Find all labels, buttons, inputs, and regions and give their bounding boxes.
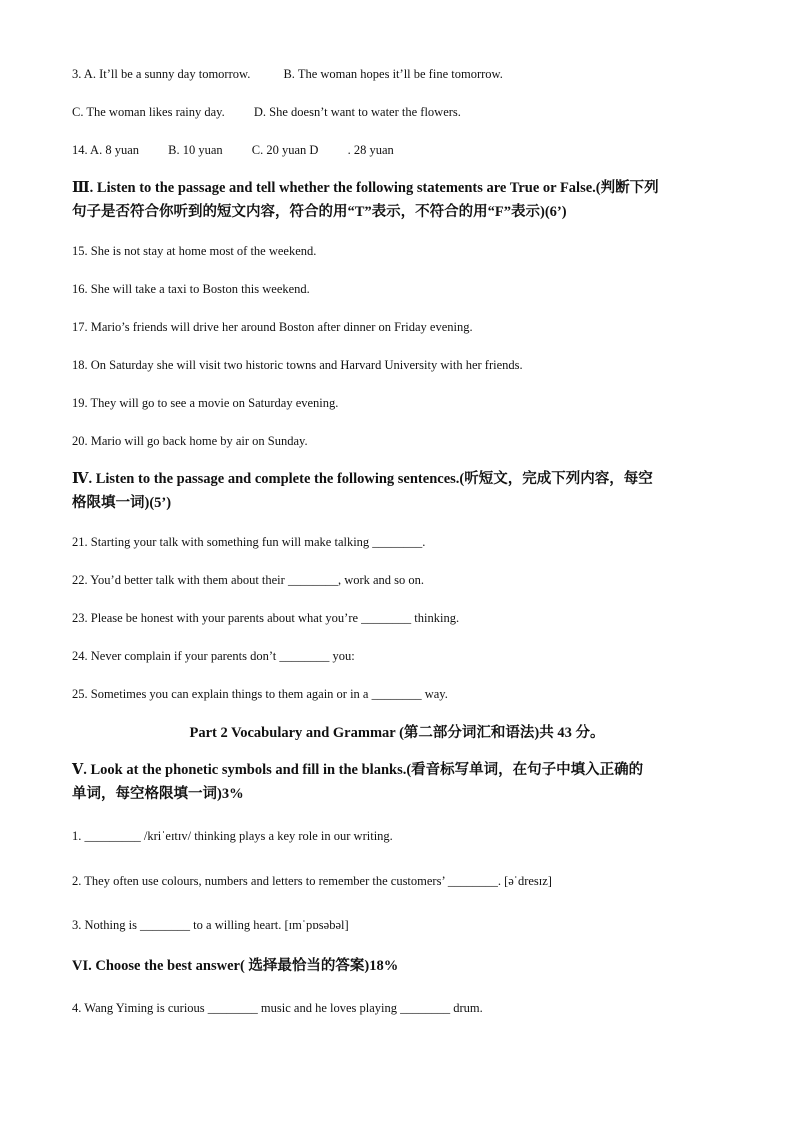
fill-item-25: 25. Sometimes you can explain things to them again or in a ________ way. xyxy=(72,687,448,701)
q3-option-d: D. She doesn’t want to water the flowers. xyxy=(253,105,461,119)
q14-option-b: B. 10 yuan xyxy=(168,143,223,157)
q14-option-d: . 28 yuan xyxy=(347,143,394,157)
phonetic-item-1: 1. _________ /kriˈeɪtɪv/ thinking plays a key role in our writing. xyxy=(72,829,393,843)
tf-item-16: 16. She will take a taxi to Boston this weekend. xyxy=(72,282,310,296)
q14-option-c: C. 20 yuan D xyxy=(251,143,319,157)
fill-item-24: 24. Never complain if your parents don’t ________ you: xyxy=(72,649,355,663)
phonetic-item-3: 3. Nothing is ________ to a willing heart. [ɪmˈpɒsəbəl] xyxy=(72,918,349,932)
q3-options-line2 xyxy=(72,104,461,120)
fill-item-23: 23. Please be honest with your parents about what you’re ________ thinking. xyxy=(72,611,460,625)
section-4-heading-line1: Ⅳ. Listen to the passage and complete the following sentences.(听短文，完成下列内容，每空 xyxy=(72,471,653,487)
section-5-heading xyxy=(72,758,722,806)
section-6-heading: VI. Choose the best answer( 选择最恰当的答案)18% xyxy=(72,958,399,974)
section-5-heading-line1: Ⅴ. Look at the phonetic symbols and fill in the blanks.(看音标写单词，在句子中填入正确的 xyxy=(72,762,644,778)
q14-option-a: 14. A. 8 yuan xyxy=(72,143,140,157)
section-3-heading-line1: Ⅲ. Listen to the passage and tell whether the following statements are True or False.(判断下列 xyxy=(72,180,659,196)
section-4-heading-line2: 格限填一词)(5’) xyxy=(72,495,172,511)
tf-item-18: 18. On Saturday she will visit two historic towns and Harvard University with her friends. xyxy=(72,358,523,372)
section-4-heading xyxy=(72,467,722,515)
mc-item-4: 4. Wang Yiming is curious ________ music and he loves playing ________ drum. xyxy=(72,1001,483,1015)
fill-item-21: 21. Starting your talk with something fun will make talking ________. xyxy=(72,535,426,549)
part-2-title: Part 2 Vocabulary and Grammar (第二部分词汇和语法)共 43 分。 xyxy=(189,725,605,741)
q3-options-line1 xyxy=(72,66,503,82)
q3-option-b: B. The woman hopes it’ll be fine tomorrow. xyxy=(283,67,503,81)
q3-option-c: C. The woman likes rainy day. xyxy=(72,105,225,119)
tf-item-20: 20. Mario will go back home by air on Sunday. xyxy=(72,434,308,448)
tf-item-17: 17. Mario’s friends will drive her around Boston after dinner on Friday evening. xyxy=(72,320,473,334)
section-5-heading-line2: 单词，每空格限填一词)3% xyxy=(72,786,244,802)
phonetic-item-2: 2. They often use colours, numbers and letters to remember the customers’ ________. [əˈdresɪz] xyxy=(72,874,552,888)
section-3-heading xyxy=(72,176,722,224)
tf-item-15: 15. She is not stay at home most of the weekend. xyxy=(72,244,317,258)
q3-option-a: 3. A. It’ll be a sunny day tomorrow. xyxy=(72,67,251,81)
section-3-heading-line2: 句子是否符合你听到的短文内容，符合的用“T”表示，不符合的用“F”表示)(6’) xyxy=(72,204,567,220)
fill-item-22: 22. You’d better talk with them about their ________, work and so on. xyxy=(72,573,425,587)
tf-item-19: 19. They will go to see a movie on Saturday evening. xyxy=(72,396,339,410)
q14-options xyxy=(72,142,394,158)
